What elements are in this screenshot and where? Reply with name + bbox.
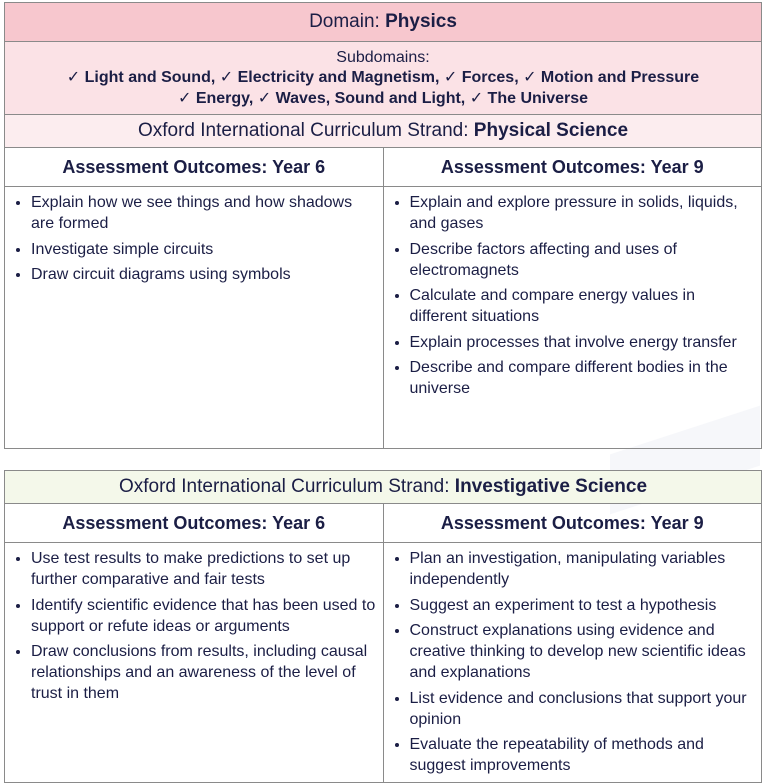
list-item: • Draw circuit diagrams using symbols <box>31 264 377 285</box>
strand-header <box>5 471 762 504</box>
domain-header <box>5 3 762 42</box>
physical-science-table <box>4 2 762 449</box>
list-item: • Suggest an experiment to test a hypothesis <box>410 595 756 616</box>
year6-outcomes-cell <box>5 543 384 783</box>
year6-outcomes-list <box>5 192 383 285</box>
list-item: • Plan an investigation, manipulating variables independently <box>410 548 756 590</box>
year9-outcomes-list <box>384 548 762 776</box>
list-item: • Explain how we see things and how shadows are formed <box>31 192 377 234</box>
strand-value: Investigative Science <box>454 476 648 497</box>
subdomains-line-2: ✓ Energy, ✓ Waves, Sound and Light, ✓ The Universe <box>177 90 589 107</box>
year9-header: Assessment Outcomes: Year 9 <box>383 148 762 187</box>
list-item: • Calculate and compare energy values in different situations <box>410 285 756 327</box>
year6-outcomes-list <box>5 548 383 704</box>
list-item: • List evidence and conclusions that support your opinion <box>410 688 756 730</box>
list-item: • Evaluate the repeatability of methods and suggest improvements <box>410 734 756 776</box>
year6-header: Assessment Outcomes: Year 6 <box>5 504 384 543</box>
year9-outcomes-cell <box>383 187 762 449</box>
list-item: • Identify scientific evidence that has been used to support or refute ideas or arguments <box>31 595 377 637</box>
investigative-science-table <box>4 470 762 783</box>
year6-header: Assessment Outcomes: Year 6 <box>5 148 384 187</box>
year9-outcomes-list <box>384 192 762 399</box>
list-item: • Investigate simple circuits <box>31 239 377 260</box>
list-item: • Explain processes that involve energy transfer <box>410 332 756 353</box>
list-item: • Describe and compare different bodies in the universe <box>410 357 756 399</box>
subdomains-line-1: ✓ Light and Sound, ✓ Electricity and Magnetism, ✓ Forces, ✓ Motion and Pressure <box>66 69 700 86</box>
list-item: • Draw conclusions from results, including causal relationships and an awareness of the level of trust in them <box>31 641 377 704</box>
list-item: • Construct explanations using evidence and creative thinking to develop new scientific ideas and explanations <box>410 620 756 683</box>
subdomains-label: Subdomains: <box>336 49 430 66</box>
year9-outcomes-cell <box>383 543 762 783</box>
list-item: • Describe factors affecting and uses of electromagnets <box>410 239 756 281</box>
domain-label: Domain: <box>309 11 386 32</box>
strand-header <box>5 115 762 148</box>
strand-value: Physical Science <box>473 120 629 141</box>
domain-value: Physics <box>385 11 457 32</box>
subdomains-cell <box>5 42 762 115</box>
strand-label: Oxford International Curriculum Strand: <box>137 120 474 141</box>
strand-label: Oxford International Curriculum Strand: <box>118 476 455 497</box>
list-item: • Use test results to make predictions to set up further comparative and fair tests <box>31 548 377 590</box>
list-item: • Explain and explore pressure in solids, liquids, and gases <box>410 192 756 234</box>
year6-outcomes-cell <box>5 187 384 449</box>
year9-header: Assessment Outcomes: Year 9 <box>383 504 762 543</box>
